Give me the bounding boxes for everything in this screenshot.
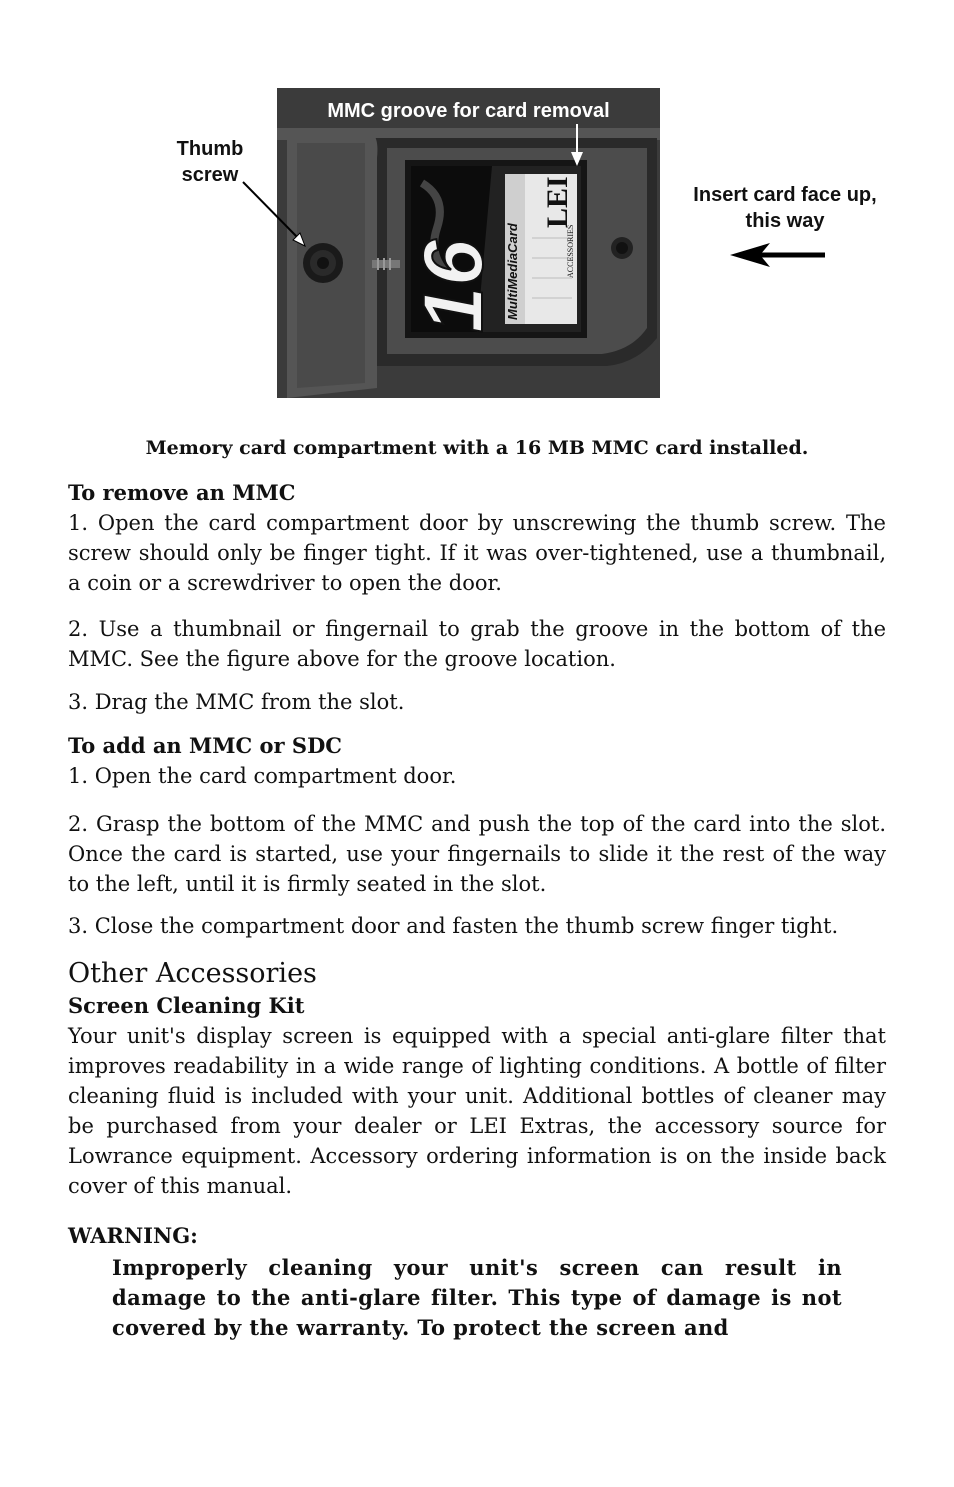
- insert-label-line1: Insert card face up,: [693, 184, 877, 206]
- groove-label: MMC groove for card removal: [327, 100, 610, 122]
- card-brand-text: LEI: [541, 176, 574, 228]
- remove-section: [68, 478, 886, 598]
- add-step-2-block: [68, 809, 886, 899]
- warning-label: WARNING:: [68, 1223, 198, 1248]
- add-section: [68, 731, 886, 791]
- insert-label-line2: this way: [745, 210, 825, 232]
- accessories-section: [68, 957, 886, 1201]
- add-step-2: 2. Grasp the bottom of the MMC and push the top of the card into the slot. Once the card is started, use your fingernails to slide it the rest of the way to the left, until it is firmly seated in the slot.: [68, 812, 886, 896]
- remove-step-3-block: [68, 687, 886, 717]
- add-step-3-block: [68, 911, 886, 941]
- remove-heading: To remove an MMC: [68, 480, 296, 505]
- add-step-1: 1. Open the card compartment door.: [68, 764, 457, 788]
- card-accessories-text: ACCESSORIES: [566, 224, 575, 278]
- add-step-3: 3. Close the compartment door and fasten the thumb screw finger tight.: [68, 914, 839, 938]
- figure-caption: Memory card compartment with a 16 MB MMC card installed.: [145, 437, 809, 459]
- card-type-text: MultiMediaCard: [505, 223, 520, 320]
- thumb-screw-label-line2: screw: [181, 164, 239, 186]
- remove-step-2: 2. Use a thumbnail or fingernail to grab the groove in the bottom of the MMC. See the figure above for the groove location.: [68, 617, 886, 671]
- cleaning-kit-heading: Screen Cleaning Kit: [68, 993, 305, 1018]
- accessories-heading: Other Accessories: [68, 958, 317, 989]
- card-number-text: 16: [406, 239, 500, 333]
- figure: [0, 0, 954, 420]
- thumb-screw-pointer: [243, 182, 300, 240]
- thumb-screw-label-line1: Thumb: [176, 138, 244, 160]
- add-heading: To add an MMC or SDC: [68, 733, 342, 758]
- warning-text: Improperly cleaning your unit's screen can result in damage to the anti-glare filter. This type of damage is not covered by the warranty. To protect the screen and: [112, 1255, 842, 1340]
- warning-label-block: [68, 1221, 886, 1251]
- insert-direction-label: [680, 182, 890, 234]
- remove-step-2-block: [68, 614, 886, 674]
- remove-step-1: 1. Open the card compartment door by unscrewing the thumb screw. The screw should only be finger tight. If it was over-tightened, use a thumbnail, a coin or a screwdriver to open the door.: [68, 511, 886, 595]
- cleaning-kit-body: Your unit's display screen is equipped with a special anti-glare filter that improves readability in a wide range of lighting conditions. A bottle of filter cleaning fluid is included with your unit. Additional bottles of cleaner may be purchased from your dealer or LEI Extras, the accessory source for Lowrance equipment. Accessory ordering information is on the inside back cover of this manual.: [68, 1024, 886, 1198]
- remove-step-3: 3. Drag the MMC from the slot.: [68, 690, 405, 714]
